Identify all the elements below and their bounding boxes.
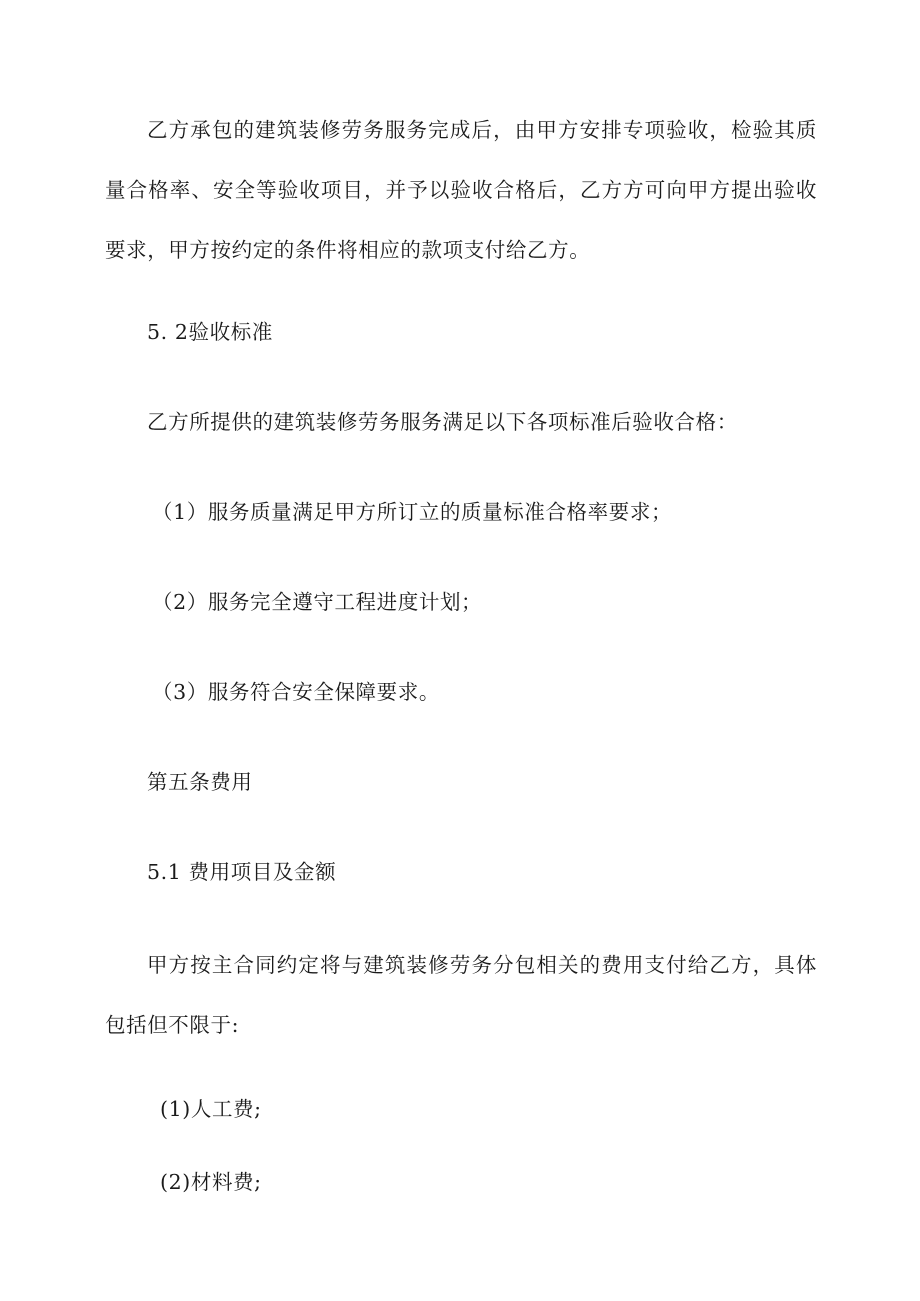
standard-item-3: （3）服务符合安全保障要求。: [152, 680, 440, 704]
section-heading-5-2: 5. 2验收标准: [147, 320, 273, 344]
fee-item-2: (2)材料费;: [160, 1170, 262, 1194]
standard-item-2: （2）服务完全遵守工程进度计划；: [152, 590, 483, 614]
acceptance-standard-intro: 乙方所提供的建筑装修劳务服务满足以下各项标准后验收合格：: [147, 410, 738, 434]
section-heading-5-1: 5.1 费用项目及金额: [147, 860, 337, 884]
acceptance-paragraph: 乙方承包的建筑装修劳务服务完成后，由甲方安排专项验收，检验其质量合格率、安全等验收项目，并予以验收合格后，乙方方可向甲方提出验收要求，甲方按约定的条件将相应的款项支付给乙方。: [105, 118, 817, 262]
fee-paragraph: 甲方按主合同约定将与建筑装修劳务分包相关的费用支付给乙方，具体包括但不限于:: [105, 953, 817, 1037]
fee-item-1: (1)人工费;: [160, 1097, 262, 1121]
article-5-heading: 第五条费用: [147, 770, 253, 794]
standard-item-1: （1）服务质量满足甲方所订立的质量标准合格率要求；: [152, 500, 673, 524]
